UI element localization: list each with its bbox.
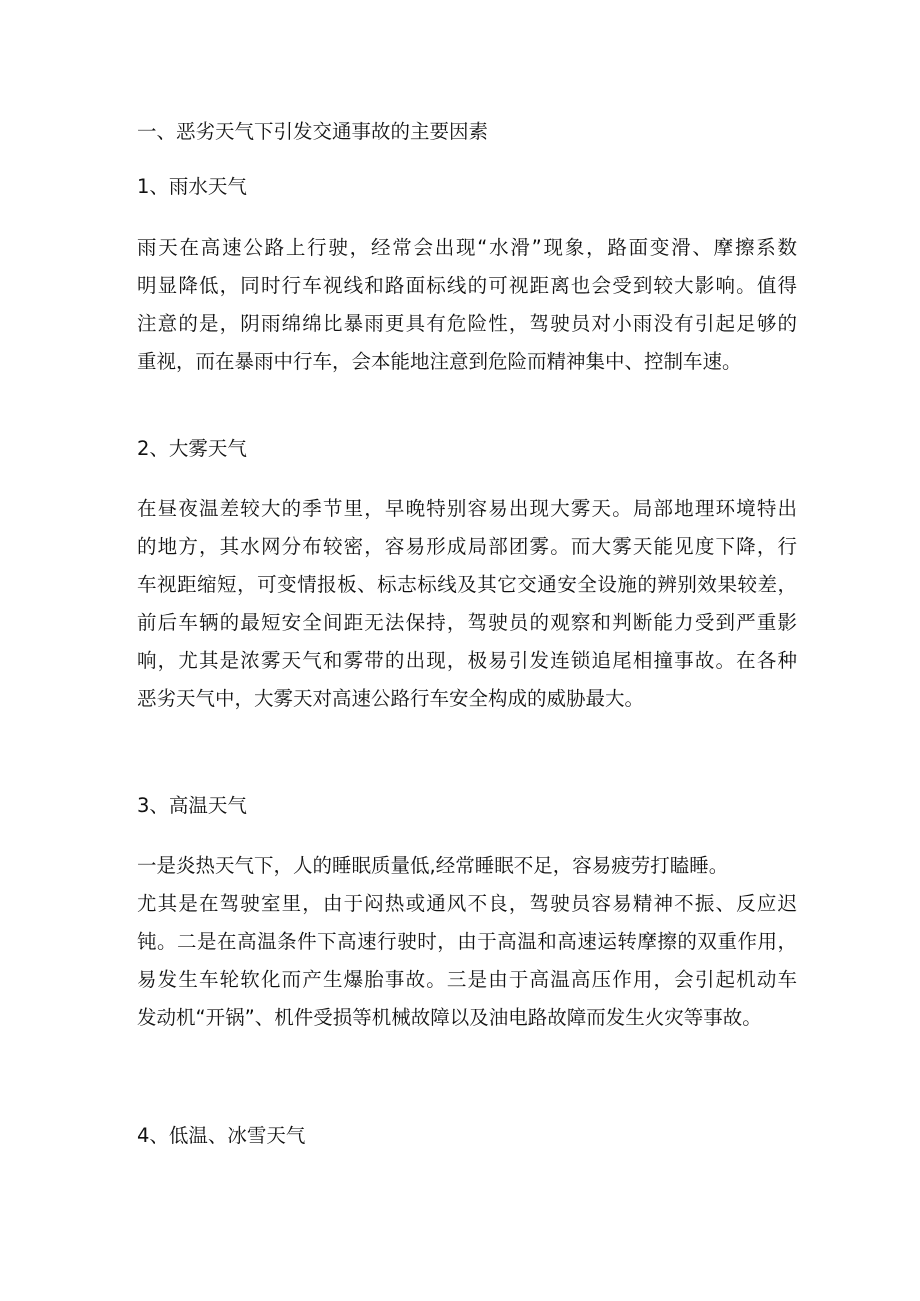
section-title-heat — [137, 787, 797, 825]
section-title-cold — [137, 1117, 797, 1155]
paragraph-line: 发动机“开锅”、机件受损等机械故障以及油电路故障而发生火灾等事故。 — [137, 1006, 762, 1029]
section-title-text: 1、雨水天气 — [137, 175, 247, 198]
paragraph-heat — [137, 847, 797, 1037]
paragraph-line: 的地方，其水网分布较密，容易形成局部团雾。而大雾天能见度下降，行 — [137, 535, 797, 558]
paragraph-line: 在昼夜温差较大的季节里，早晚特别容易出现大雾天。局部地理环境特出 — [137, 497, 797, 520]
paragraph-rain — [137, 229, 797, 381]
heading-text: 一、恶劣天气下引发交通事故的主要因素 — [137, 120, 489, 143]
paragraph-line: 尤其是在驾驶室里，由于闷热或通风不良，驾驶员容易精神不振、反应迟 — [137, 892, 797, 915]
paragraph-line: 车视距缩短，可变情报板、标志标线及其它交通安全设施的辨别效果较差， — [137, 573, 797, 596]
paragraph-line: 易发生车轮软化而产生爆胎事故。三是由于高温高压作用，会引起机动车 — [137, 968, 797, 991]
paragraph-line: 钝。二是在高温条件下高速行驶时，由于高温和高速运转摩擦的双重作用， — [137, 930, 797, 953]
paragraph-line: 一是炎热天气下，人的睡眠质量低,经常睡眠不足，容易疲劳打瞌睡。 — [137, 854, 729, 877]
section-title-text: 3、高温天气 — [137, 794, 247, 817]
paragraph-fog — [137, 490, 797, 718]
section-title-text: 4、低温、冰雪天气 — [137, 1124, 306, 1147]
section-title-fog — [137, 430, 797, 468]
paragraph-line: 恶劣天气中，大雾天对高速公路行车安全构成的威胁最大。 — [137, 687, 645, 710]
main-heading — [137, 113, 797, 151]
paragraph-line: 前后车辆的最短安全间距无法保持，驾驶员的观察和判断能力受到严重影 — [137, 611, 797, 634]
paragraph-line: 明显降低，同时行车视线和路面标线的可视距离也会受到较大影响。值得 — [137, 274, 797, 297]
paragraph-line: 注意的是，阴雨绵绵比暴雨更具有危险性，驾驶员对小雨没有引起足够的 — [137, 312, 797, 335]
paragraph-line: 雨天在高速公路上行驶，经常会出现“水滑”现象，路面变滑、摩擦系数 — [137, 236, 797, 259]
section-title-rain — [137, 168, 797, 206]
paragraph-line: 响，尤其是浓雾天气和雾带的出现，极易引发连锁追尾相撞事故。在各种 — [137, 649, 797, 672]
paragraph-line: 重视，而在暴雨中行车，会本能地注意到危险而精神集中、控制车速。 — [137, 350, 742, 373]
section-title-text: 2、大雾天气 — [137, 437, 247, 460]
